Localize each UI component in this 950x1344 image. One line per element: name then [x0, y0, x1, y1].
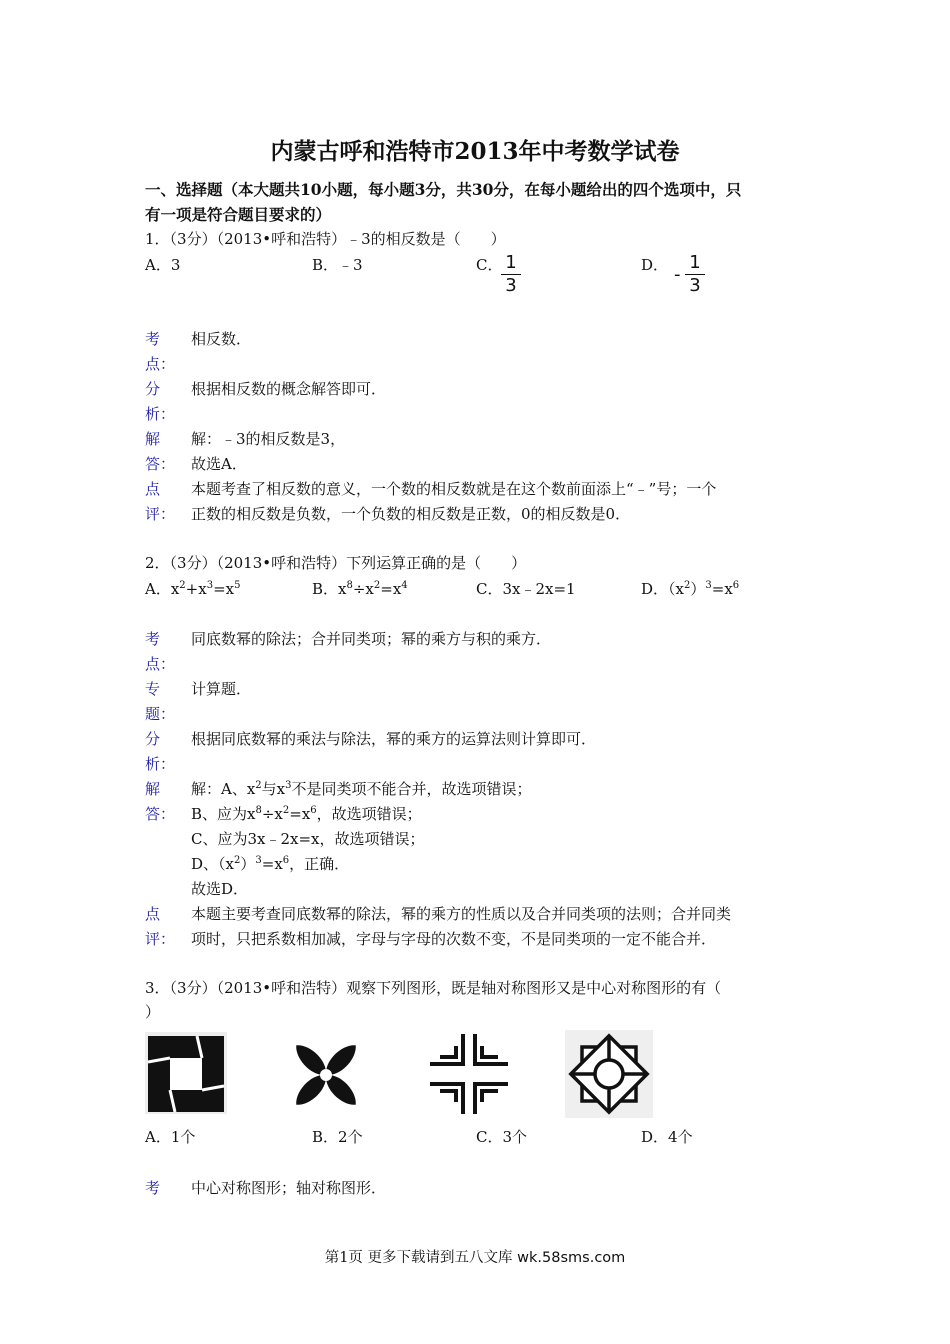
- fraction-denominator: 3: [689, 275, 701, 296]
- q1-fenxi-label-1: 分: [145, 380, 161, 398]
- q3-option-a: A．1个: [145, 1128, 196, 1146]
- q2-dianping-text-2: 项时，只把系数相加减，字母与字母的次数不变，不是同类项的一定不能合并．: [191, 930, 717, 948]
- q1-dianping-label-2: 评：: [145, 505, 176, 523]
- q1-option-c-label: C．: [476, 256, 503, 274]
- q1-stem: 1．（3分）（2013•呼和浩特）﹣3的相反数是（ ）: [145, 230, 506, 248]
- q2-option-b: B．$x^8\div x^2=x^4$: [312, 580, 408, 598]
- q3-figure-line-cross: [426, 1030, 512, 1118]
- q2-option-d: D．$(x^2)^3=x^6$: [641, 580, 740, 598]
- q2-jieda-text-4: D、$(x^2)^3=x^6$，正确．: [191, 855, 350, 873]
- q2-stem: 2．（3分）（2013•呼和浩特）下列运算正确的是（ ）: [145, 554, 527, 572]
- q1-fenxi-text: 根据相反数的概念解答即可．: [191, 380, 387, 398]
- q2-option-a: A．$x^2+x^3=x^5$: [145, 580, 241, 598]
- q3-figure-eight-point-star: [565, 1030, 653, 1118]
- q2-option-c: C．3x﹣2x=1: [476, 580, 576, 598]
- q1-option-c-fraction: [501, 254, 521, 295]
- fraction-numerator: 1: [505, 252, 517, 273]
- q1-kaodian-label-1: 考: [145, 330, 161, 348]
- q2-jieda-text-5: 故选D．: [191, 880, 249, 898]
- q3-option-b: B．2个: [312, 1128, 363, 1146]
- q2-zhuanti-label-2: 题：: [145, 705, 176, 723]
- fraction-numerator: 1: [689, 252, 701, 273]
- q3-figure-butterfly: [280, 1030, 372, 1120]
- q2-jieda-label-1: 解: [145, 780, 161, 798]
- q1-kaodian-label-2: 点：: [145, 355, 176, 373]
- q3-kaodian-text: 中心对称图形；轴对称图形．: [191, 1179, 387, 1197]
- q2-fenxi-label-2: 析：: [145, 755, 176, 773]
- page-footer: [0, 1246, 950, 1267]
- footer-text: 第1页 更多下载请到五八文库: [324, 1250, 518, 1266]
- q1-jieda-text-2: 故选A．: [191, 455, 247, 473]
- q2-fenxi-label-1: 分: [145, 730, 161, 748]
- q2-kaodian-label-2: 点：: [145, 655, 176, 673]
- q1-option-d-label: D．: [641, 256, 669, 274]
- q3-option-c: C．3个: [476, 1128, 528, 1146]
- q3-kaodian-label-1: 考: [145, 1179, 161, 1197]
- q1-jieda-label-2: 答：: [145, 455, 176, 473]
- q2-kaodian-text: 同底数幂的除法；合并同类项；幂的乘方与积的乘方．: [191, 630, 552, 648]
- q1-option-d-sign: -: [674, 264, 681, 285]
- q1-option-d-fraction: [685, 254, 705, 295]
- q1-jieda-text-1: 解：﹣3的相反数是3，: [191, 430, 346, 448]
- q2-fenxi-text: 根据同底数幂的乘法与除法，幂的乘方的运算法则计算即可．: [191, 730, 597, 748]
- q2-dianping-label-2: 评：: [145, 930, 176, 948]
- page-title: 内蒙古呼和浩特市2013年中考数学试卷: [270, 138, 680, 165]
- section-heading-line1: 一、选择题（本大题共10小题，每小题3分，共30分，在每小题给出的四个选项中，只: [145, 180, 742, 199]
- q1-dianping-text-1: 本题考查了相反数的意义，一个数的相反数就是在这个数前面添上“﹣”号；一个: [191, 480, 717, 498]
- footer-site-link[interactable]: wk.58sms.com: [517, 1250, 626, 1266]
- q2-jieda-text-3: C、应为3x﹣2x=x，故选项错误；: [191, 830, 425, 848]
- q1-kaodian-text: 相反数．: [191, 330, 252, 348]
- q3-option-d: D．4个: [641, 1128, 693, 1146]
- q2-jieda-label-2: 答：: [145, 805, 176, 823]
- q2-dianping-label-1: 点: [145, 905, 161, 923]
- q3-stem-line1: 3．（3分）（2013•呼和浩特）观察下列图形，既是轴对称图形又是中心对称图形的有（: [145, 979, 722, 997]
- q2-kaodian-label-1: 考: [145, 630, 161, 648]
- q3-figure-square-pinwheel: [145, 1032, 227, 1114]
- section-heading-line2: 有一项是符合题目要求的）: [145, 205, 332, 224]
- q2-dianping-text-1: 本题主要考查同底数幂的除法，幂的乘方的性质以及合并同类项的法则；合并同类: [191, 905, 732, 923]
- fraction-denominator: 3: [505, 275, 517, 296]
- q1-option-a: A．3: [145, 256, 181, 274]
- q1-dianping-label-1: 点: [145, 480, 161, 498]
- q1-option-b: B．﹣3: [312, 256, 363, 274]
- q2-zhuanti-text: 计算题．: [191, 680, 252, 698]
- q2-jieda-text-1: 解：A、$x^2$与$x^3$不是同类项不能合并，故选项错误；: [191, 780, 532, 798]
- q1-fenxi-label-2: 析：: [145, 405, 176, 423]
- q3-stem-line2: ）: [145, 1003, 161, 1021]
- q2-jieda-text-2: B、应为$x^8\div x^2=x^6$，故选项错误；: [191, 805, 422, 823]
- q2-zhuanti-label-1: 专: [145, 680, 161, 698]
- q1-jieda-label-1: 解: [145, 430, 161, 448]
- q1-dianping-text-2: 正数的相反数是负数，一个负数的相反数是正数，0的相反数是0．: [191, 505, 631, 523]
